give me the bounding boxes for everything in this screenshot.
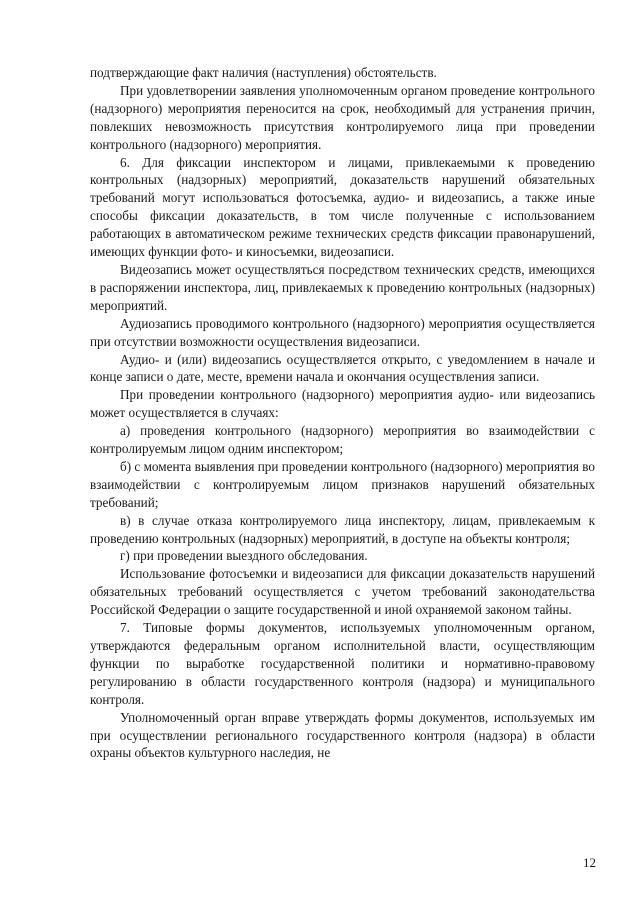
paragraph: Аудиозапись проводимого контрольного (надзорного) мероприятия осуществляется при отсутствии возможности осуществления видеозаписи. <box>90 315 595 349</box>
document-body <box>90 64 595 762</box>
paragraph: 6. Для фиксации инспектором и лицами, привлекаемыми к проведению контрольных (надзорных) мероприятий, доказательств нарушений обязательных требований могут использоваться фотосъемка, аудио- и видеозапись, а также иные способы фиксации доказательств, в том числе полученные с использованием работающих в автоматическом режиме технических средств фиксации правонарушений, имеющих функции фото- и киносъемки, видеозаписи. <box>90 154 595 260</box>
paragraph: Использование фотосъемки и видеозаписи для фиксации доказательств нарушений обязательных требований осуществляется с учетом требований законодательства Российской Федерации о защите государственной и иной охраняемой законом тайны. <box>90 566 595 618</box>
paragraph: При удовлетворении заявления уполномоченным органом проведение контрольного (надзорного) мероприятия переносится на срок, необходимый для устранения причин, повлекших невозможность присутствия контролируемого лица при проведении контрольного (надзорного) мероприятия. <box>90 82 595 152</box>
paragraph: г) при проведении выездного обследования. <box>120 548 368 564</box>
paragraph: а) проведения контрольного (надзорного) мероприятия во взаимодействии с контролируемым лицом одним инспектором; <box>90 423 595 457</box>
paragraph: 7. Типовые формы документов, используемых уполномоченным органом, утверждаются федеральным органом исполнительной власти, осуществляющим функции по выработке государственной политики и нормативно-правовому регулированию в области государственного контроля (надзора) и муниципального контроля. <box>90 620 595 707</box>
paragraph: в) в случае отказа контролируемого лица инспектору, лицам, привлекаемым к проведению контрольных (надзорных) мероприятий, в доступе на объекты контроля; <box>90 512 595 546</box>
paragraph: Видеозапись может осуществляться посредством технических средств, имеющихся в распоряжении инспектора, лиц, привлекаемых к проведению контрольных (надзорных) мероприятий. <box>90 261 595 313</box>
page-number: 12 <box>583 855 596 870</box>
paragraph: Аудио- и (или) видеозапись осуществляется открыто, с уведомлением в начале и конце записи о дате, месте, времени начала и окончания осуществления записи. <box>90 351 595 385</box>
paragraph: подтверждающие факт наличия (наступления) обстоятельств. <box>90 65 437 80</box>
paragraph: б) с момента выявления при проведении контрольного (надзорного) мероприятия во взаимодействии с контролируемым лицом признаков нарушений обязательных требований; <box>90 458 595 510</box>
paragraph: При проведении контрольного (надзорного) мероприятия аудио- или видеозапись может осуществляется в случаях: <box>90 387 595 421</box>
paragraph: Уполномоченный орган вправе утверждать формы документов, используемых им при осуществлении регионального государственного контроля (надзора) в области охраны объектов культурного наследия, не <box>90 709 595 761</box>
